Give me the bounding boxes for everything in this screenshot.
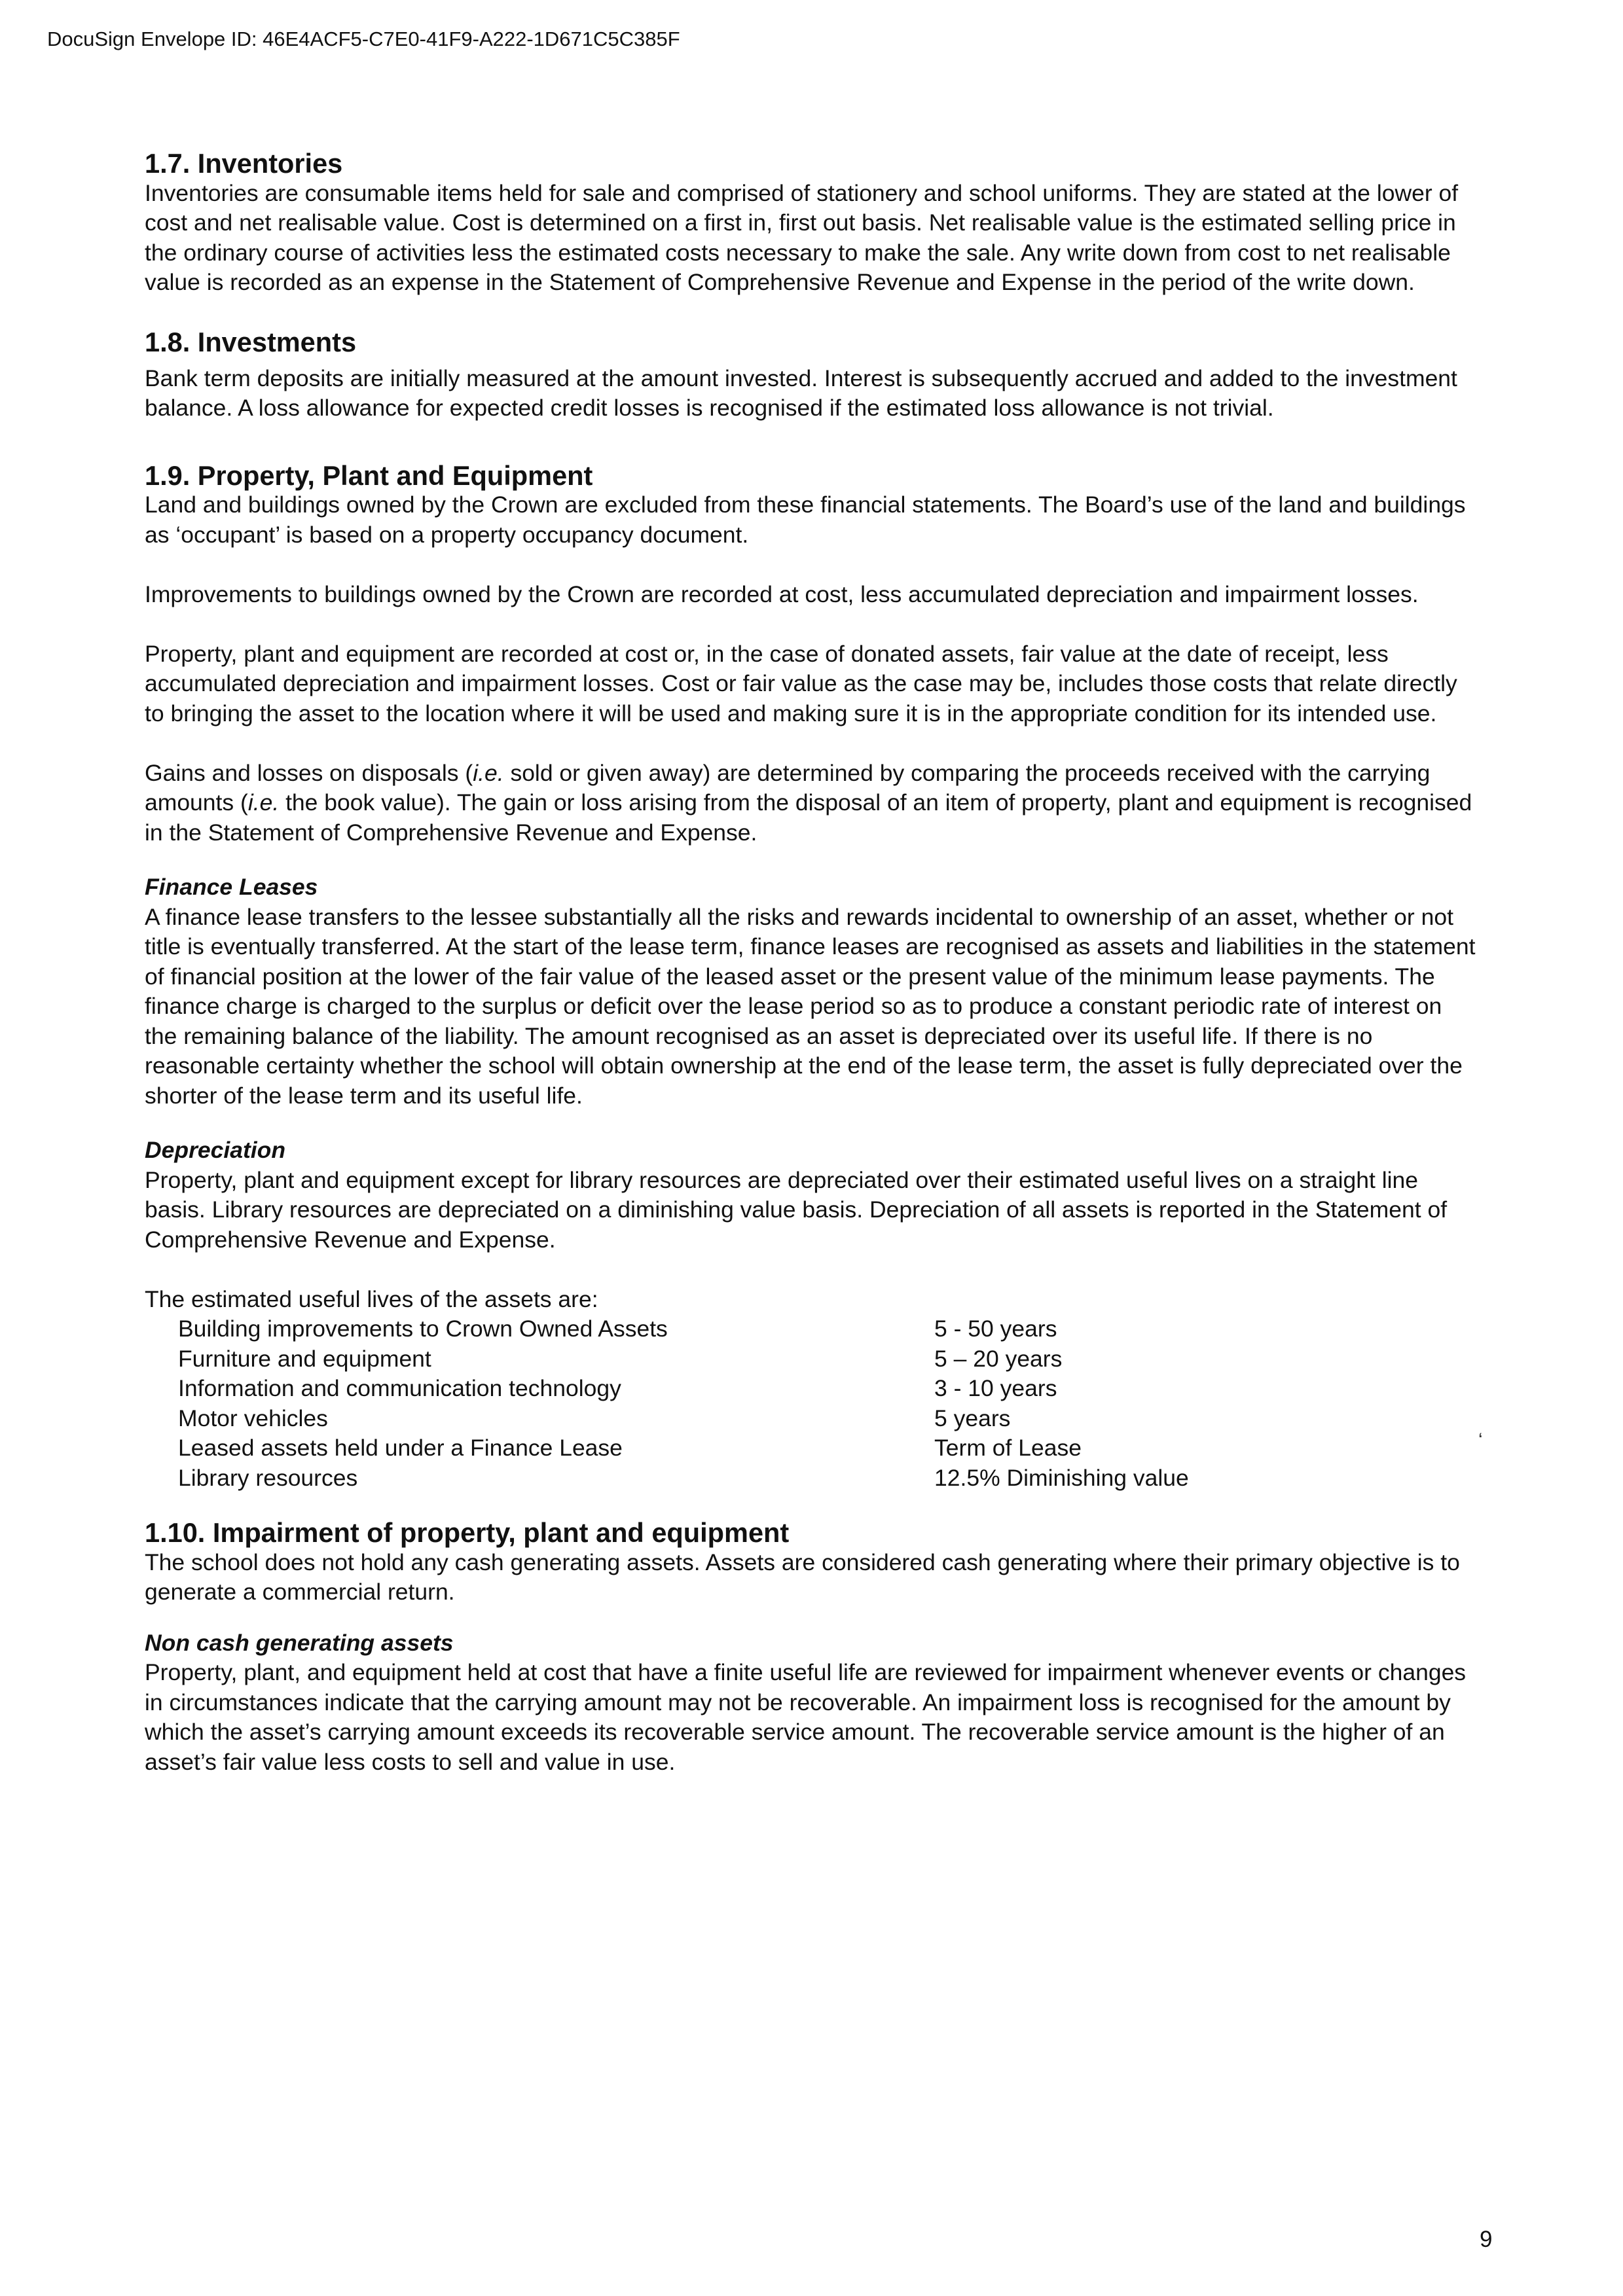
stray-tick-mark: ‘ (1478, 1429, 1483, 1451)
text-run: sold or given away) are determined by comparing the proceeds received with the carrying amounts ( (145, 759, 1431, 816)
text-run-italic: i.e. (473, 759, 504, 786)
section-heading: 1.10. Impairment of property, plant and equipment (145, 1517, 790, 1548)
paragraph: Inventories are consumable items held for sale and comprised of stationery and school uniforms. They are stated at the lower of cost and net realisable value. Cost is determined on a first in, first out basis. Net realisable value is the estimated selling price in the ordinary course of activities less the estimated costs necessary to make the sale. Any write down from cost to net realisable value is recorded as an expense in the Statement of Comprehensive Revenue and Expense in the period of the write down. (145, 179, 1459, 295)
paragraph: Property, plant and equipment except for library resources are depreciated over their estimated useful lives on a straight line basis. Library resources are depreciated on a diminishing value basis. Depreciation of all assets is reported in the Statement of Comprehensive Revenue and Expense. (145, 1166, 1448, 1253)
text-run: the book value). The gain or loss arising from the disposal of an item of property, plant and equipment is recognised in the Statement of Comprehensive Revenue and Expense. (145, 789, 1472, 846)
asset-class: Information and communication technology (178, 1375, 621, 1401)
section-inventories (145, 149, 1480, 298)
paragraph: Property, plant and equipment are recorded at cost or, in the case of donated assets, fair value at the date of receipt, less accumulated depreciation and impairment losses. Cost or fair value as the case may be, includes those costs that relate directly to bringing the asset to the location where it will be used and making sure it is in the appropriate condition for its intended use. (145, 640, 1457, 726)
paragraph: The school does not hold any cash generating assets. Assets are considered cash generating where their primary objective is to generate a commercial return. (145, 1549, 1460, 1605)
subheading-finance-leases: Finance Leases (145, 874, 318, 900)
section-heading: 1.7. Inventories (145, 148, 343, 179)
useful-life: 12.5% Diminishing value (934, 1464, 1189, 1491)
useful-lives-table (178, 1314, 1480, 1493)
paragraph: Bank term deposits are initially measured at the amount invested. Interest is subsequently accrued and added to the investment balance. A loss allowance for expected credit losses is recognised if the estimated loss allowance is not trivial. (145, 365, 1457, 421)
paragraph: Land and buildings owned by the Crown are excluded from these financial statements. The Board’s use of the land and buildings as ‘occupant’ is based on a property occupancy document. (145, 492, 1466, 548)
paragraph: Improvements to buildings owned by the Crown are recorded at cost, less accumulated depreciation and impairment losses. (145, 581, 1419, 607)
useful-life: 3 - 10 years (934, 1375, 1057, 1401)
text-run: Gains and losses on disposals ( (145, 759, 473, 786)
useful-life: 5 - 50 years (934, 1316, 1057, 1342)
section-heading: 1.9. Property, Plant and Equipment (145, 459, 593, 491)
useful-life: 5 – 20 years (934, 1345, 1063, 1372)
section-investments (145, 327, 1480, 423)
page-number: 9 (1480, 2227, 1493, 2252)
asset-class: Furniture and equipment (178, 1345, 431, 1372)
useful-lives-intro: The estimated useful lives of the assets are: (145, 1285, 598, 1312)
paragraph: A finance lease transfers to the lessee substantially all the risks and rewards incidental to ownership of an asset, whether or not title is eventually transferred. At the start of the lease term, finance leases are recognised as assets and liabilities in the statement of financial position at the lower of the fair value of the leased asset or the present value of the minimum lease payments. The finance charge is charged to the surplus or deficit over the lease period so as to produce a constant periodic rate of interest on the remaining balance of the liability. The amount recognised as an asset is depreciated over its useful life. If there is no reasonable certainty whether the school will obtain ownership at the end of the lease term, the asset is fully depreciated over the shorter of the lease term and its useful life. (145, 903, 1476, 1109)
paragraph (145, 759, 1480, 848)
subheading-non-cash-generating-assets: Non cash generating assets (145, 1629, 454, 1656)
asset-class: Building improvements to Crown Owned Assets (178, 1316, 668, 1342)
asset-class: Motor vehicles (178, 1405, 328, 1431)
table-row (178, 1463, 1480, 1494)
table-row (178, 1404, 1480, 1434)
useful-life: Term of Lease (934, 1435, 1082, 1461)
subheading-depreciation: Depreciation (145, 1137, 286, 1163)
asset-class: Library resources (178, 1464, 358, 1491)
section-property-plant-equipment (145, 461, 1480, 1494)
useful-life: 5 years (934, 1405, 1011, 1431)
section-heading: 1.8. Investments (145, 327, 357, 357)
docusign-envelope-id: DocuSign Envelope ID: 46E4ACF5-C7E0-41F9-A222-1D671C5C385F (47, 27, 680, 50)
paragraph: Property, plant, and equipment held at cost that have a finite useful life are reviewed for impairment whenever events or changes in circumstances indicate that the carrying amount may not be recoverable. An impairment loss is recognised for the amount by which the asset’s carrying amount exceeds its recoverable service amount. The recoverable service amount is the higher of an asset’s fair value less costs to sell and value in use. (145, 1659, 1467, 1775)
asset-class: Leased assets held under a Finance Lease (178, 1435, 623, 1461)
text-run-italic: i.e. (247, 789, 280, 816)
table-row (178, 1344, 1480, 1374)
section-impairment (145, 1518, 1480, 1777)
table-row (178, 1314, 1480, 1344)
table-row (178, 1374, 1480, 1404)
table-row (178, 1433, 1480, 1463)
document-body (145, 149, 1480, 1777)
